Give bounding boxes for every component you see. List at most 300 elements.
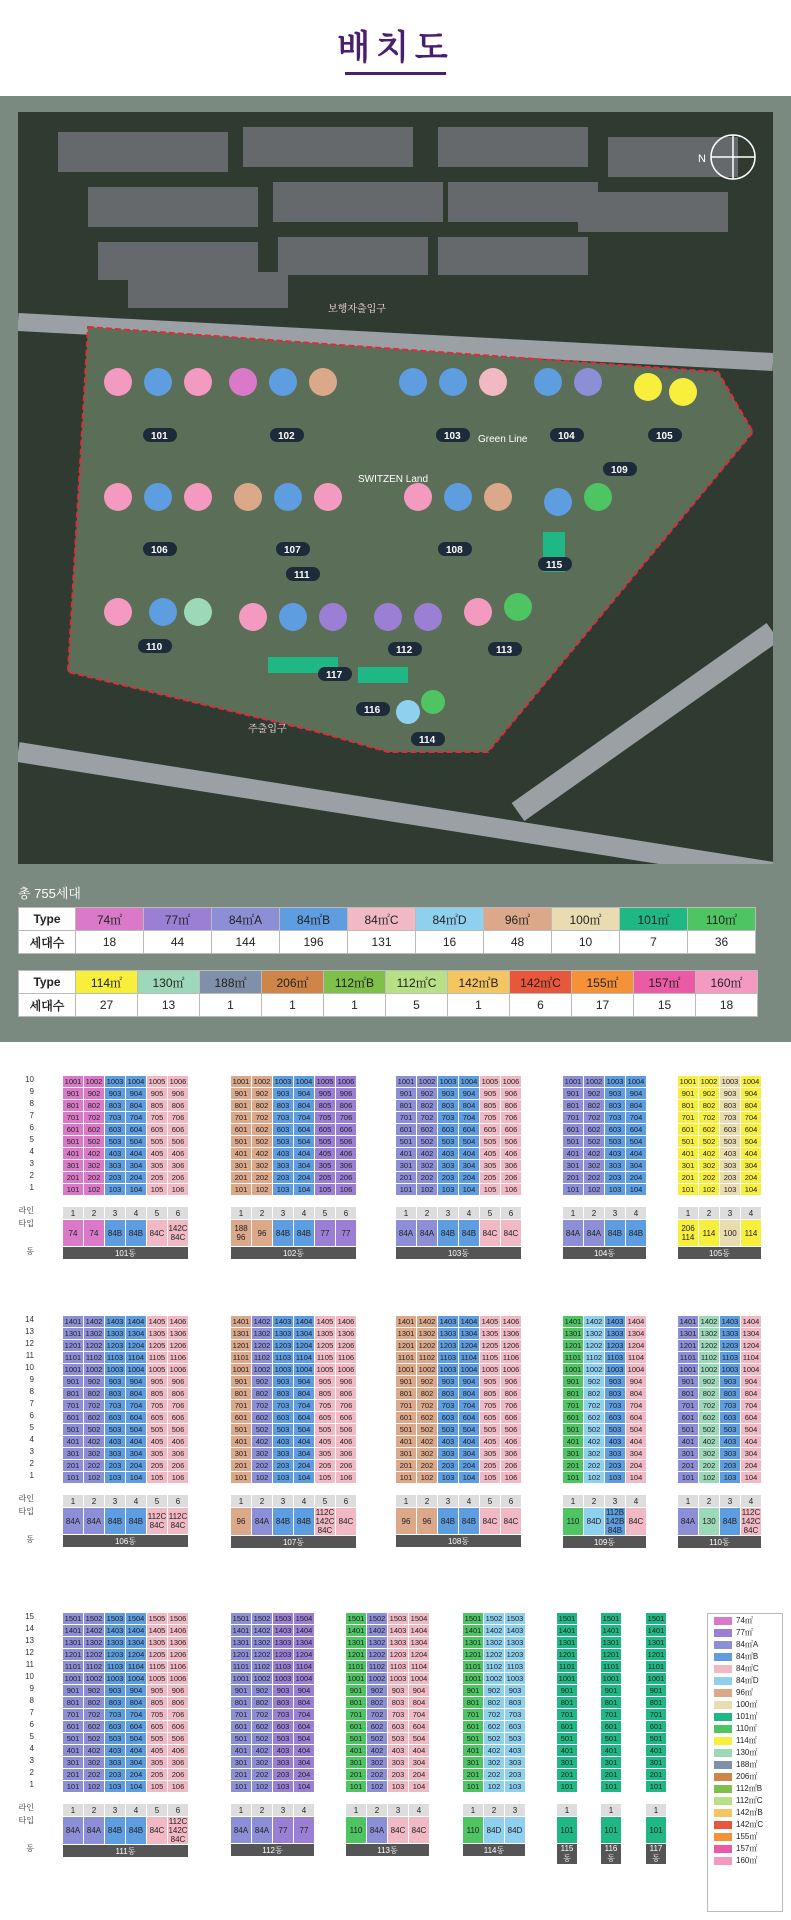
unit-cell: 1501	[63, 1613, 84, 1625]
unit-cell: 303	[438, 1160, 459, 1172]
type-cell: 84A	[678, 1508, 699, 1536]
unit-cell: 705	[480, 1112, 501, 1124]
unit-cell: 603	[720, 1124, 741, 1136]
count-cell: 131	[348, 931, 416, 954]
unit-cell: 101	[231, 1472, 252, 1484]
unit-cell: 1402	[699, 1316, 720, 1328]
unit-cell: 603	[720, 1412, 741, 1424]
unit-cell: 1403	[438, 1316, 459, 1328]
unit-cell: 504	[294, 1733, 315, 1745]
unit-cell: 1304	[126, 1328, 147, 1340]
unit-cell: 1102	[484, 1661, 505, 1673]
legend-swatch	[714, 1737, 732, 1745]
floor-label: 8	[29, 1696, 34, 1705]
building-chart	[62, 1315, 189, 1548]
count-cell: 17	[572, 994, 634, 1017]
unit-cell: 1206	[168, 1649, 189, 1661]
unit-cell: 604	[126, 1721, 147, 1733]
unit-cell: 1001	[63, 1076, 84, 1088]
unit-cell: 905	[315, 1088, 336, 1100]
line-cell: 1	[563, 1207, 584, 1220]
unit-cell: 401	[557, 1745, 578, 1757]
unit-cell: 904	[626, 1088, 647, 1100]
legend-item	[708, 1675, 782, 1686]
unit-cell: 1004	[626, 1076, 647, 1088]
line-cell: 6	[168, 1495, 189, 1508]
unit-cell: 301	[563, 1160, 584, 1172]
unit-cell: 906	[501, 1376, 522, 1388]
unit-cell: 903	[105, 1685, 126, 1697]
unit-cell: 903	[438, 1376, 459, 1388]
unit-cell: 605	[480, 1124, 501, 1136]
svg-text:109: 109	[611, 465, 628, 476]
unit-cell: 601	[231, 1124, 252, 1136]
type-cell: 84C	[147, 1220, 168, 1247]
count-cell: 144	[212, 931, 280, 954]
unit-cell: 901	[563, 1088, 584, 1100]
unit-cell: 1502	[367, 1613, 388, 1625]
building-chart	[600, 1612, 622, 1865]
svg-text:105: 105	[656, 431, 673, 442]
unit-cell: 1004	[741, 1364, 762, 1376]
unit-cell: 603	[273, 1721, 294, 1733]
unit-cell: 606	[168, 1721, 189, 1733]
type-cell: 84A	[584, 1220, 605, 1247]
unit-cell: 701	[63, 1709, 84, 1721]
unit-cell: 1205	[480, 1340, 501, 1352]
unit-cell: 102	[484, 1781, 505, 1793]
unit-cell: 504	[126, 1733, 147, 1745]
unit-cell: 801	[63, 1100, 84, 1112]
unit-cell: 1202	[84, 1340, 105, 1352]
unit-cell: 203	[505, 1769, 526, 1781]
unit-cell: 1202	[484, 1649, 505, 1661]
unit-cell: 1505	[147, 1613, 168, 1625]
unit-cell: 103	[438, 1184, 459, 1196]
unit-cell: 406	[168, 1745, 189, 1757]
count-cell: 13	[138, 994, 200, 1017]
unit-cell: 1306	[168, 1637, 189, 1649]
unit-cell: 1304	[294, 1637, 315, 1649]
type-cell: 101	[646, 1817, 667, 1844]
unit-cell: 603	[505, 1721, 526, 1733]
floor-label: 6	[29, 1411, 34, 1420]
count-cell: 1	[324, 994, 386, 1017]
unit-cell: 303	[273, 1160, 294, 1172]
unit-cell: 401	[63, 1148, 84, 1160]
unit-cell: 801	[231, 1100, 252, 1112]
unit-cell: 602	[484, 1721, 505, 1733]
unit-cell: 602	[84, 1124, 105, 1136]
unit-cell: 701	[231, 1400, 252, 1412]
unit-cell: 1101	[646, 1661, 667, 1673]
type-cell: 77	[336, 1220, 357, 1247]
unit-cell: 601	[557, 1721, 578, 1733]
type-cell: 84B	[105, 1508, 126, 1535]
unit-cell: 104	[626, 1472, 647, 1484]
unit-cell: 601	[563, 1412, 584, 1424]
unit-cell: 601	[646, 1721, 667, 1733]
unit-cell: 704	[294, 1400, 315, 1412]
unit-cell: 1001	[678, 1364, 699, 1376]
unit-cell: 1302	[367, 1637, 388, 1649]
unit-cell: 402	[252, 1745, 273, 1757]
legend-item	[708, 1855, 782, 1866]
unit-cell: 904	[126, 1685, 147, 1697]
unit-cell: 503	[105, 1424, 126, 1436]
legend-swatch	[714, 1641, 732, 1649]
unit-cell: 901	[678, 1088, 699, 1100]
floor-label: 3	[29, 1159, 34, 1168]
unit-cell: 806	[168, 1697, 189, 1709]
line-cell: 1	[557, 1804, 578, 1817]
unit-cell: 801	[678, 1100, 699, 1112]
unit-cell: 1301	[646, 1637, 667, 1649]
unit-cell: 103	[720, 1184, 741, 1196]
type-cell: 77	[273, 1817, 294, 1844]
unit-cell: 1201	[63, 1340, 84, 1352]
floor-label: 9	[29, 1375, 34, 1384]
unit-cell: 202	[252, 1172, 273, 1184]
floor-label: 3	[29, 1756, 34, 1765]
unit-cell: 101	[63, 1781, 84, 1793]
type-cell: 74	[63, 1220, 84, 1247]
unit-cell: 402	[252, 1148, 273, 1160]
unit-cell: 1504	[409, 1613, 430, 1625]
line-cell: 4	[409, 1804, 430, 1817]
unit-cell: 306	[336, 1448, 357, 1460]
unit-cell: 1303	[720, 1328, 741, 1340]
unit-cell: 1301	[463, 1637, 484, 1649]
unit-cell: 702	[417, 1112, 438, 1124]
unit-cell: 503	[438, 1136, 459, 1148]
unit-cell: 804	[294, 1697, 315, 1709]
unit-cell: 1101	[563, 1352, 584, 1364]
unit-cell: 703	[105, 1400, 126, 1412]
legend-label: 155㎡	[736, 1832, 758, 1841]
floor-label: 4	[29, 1744, 34, 1753]
unit-cell: 305	[315, 1448, 336, 1460]
unit-cell: 1104	[741, 1352, 762, 1364]
unit-cell: 303	[438, 1448, 459, 1460]
unit-cell: 204	[294, 1769, 315, 1781]
unit-cell: 502	[84, 1424, 105, 1436]
line-cell: 2	[367, 1804, 388, 1817]
unit-cell: 1001	[346, 1673, 367, 1685]
unit-cell: 701	[678, 1400, 699, 1412]
line-cell: 2	[699, 1207, 720, 1220]
unit-cell: 401	[646, 1745, 667, 1757]
unit-cell: 501	[678, 1424, 699, 1436]
unit-cell: 905	[480, 1088, 501, 1100]
type-cell: 84B	[294, 1508, 315, 1536]
unit-cell: 204	[626, 1172, 647, 1184]
unit-cell: 1302	[252, 1637, 273, 1649]
unit-cell: 601	[396, 1412, 417, 1424]
building-chart	[345, 1612, 430, 1857]
unit-cell: 702	[367, 1709, 388, 1721]
unit-cell: 402	[484, 1745, 505, 1757]
unit-cell: 1203	[388, 1649, 409, 1661]
unit-cell: 305	[147, 1757, 168, 1769]
unit-cell: 1306	[336, 1328, 357, 1340]
floor-label: 9	[29, 1087, 34, 1096]
unit-cell: 702	[699, 1400, 720, 1412]
unit-cell: 704	[741, 1112, 762, 1124]
line-cell: 3	[605, 1207, 626, 1220]
unit-cell: 1304	[459, 1328, 480, 1340]
building-name: 102동	[231, 1247, 357, 1260]
unit-cell: 504	[126, 1136, 147, 1148]
line-cell: 1	[396, 1495, 417, 1508]
line-cell: 1	[63, 1804, 84, 1817]
unit-cell: 901	[63, 1685, 84, 1697]
type-cell: 84B	[126, 1220, 147, 1247]
floor-label: 1	[29, 1471, 34, 1480]
unit-cell: 1405	[147, 1316, 168, 1328]
unit-cell: 305	[480, 1448, 501, 1460]
building-chart	[562, 1075, 647, 1260]
legend-item	[708, 1747, 782, 1758]
building-name: 106동	[63, 1535, 189, 1548]
unit-cell: 502	[252, 1733, 273, 1745]
line-cell: 4	[126, 1207, 147, 1220]
unit-cell: 1004	[626, 1364, 647, 1376]
unit-cell: 902	[699, 1376, 720, 1388]
unit-cell: 103	[505, 1781, 526, 1793]
line-cell: 5	[480, 1495, 501, 1508]
unit-cell: 1302	[699, 1328, 720, 1340]
unit-cell: 805	[147, 1697, 168, 1709]
legend-item	[708, 1615, 782, 1626]
unit-cell: 902	[252, 1685, 273, 1697]
type-legend	[707, 1613, 783, 1912]
unit-cell: 802	[252, 1388, 273, 1400]
unit-cell: 1002	[367, 1673, 388, 1685]
unit-cell: 404	[409, 1745, 430, 1757]
unit-cell: 1001	[463, 1673, 484, 1685]
unit-cell: 1501	[463, 1613, 484, 1625]
unit-cell: 804	[741, 1388, 762, 1400]
type-cell: 101	[557, 1817, 578, 1844]
legend-swatch	[714, 1773, 732, 1781]
unit-cell: 804	[741, 1100, 762, 1112]
unit-cell: 803	[388, 1697, 409, 1709]
unit-cell: 203	[273, 1769, 294, 1781]
unit-cell: 202	[699, 1172, 720, 1184]
unit-cell: 902	[84, 1685, 105, 1697]
unit-cell: 505	[480, 1424, 501, 1436]
type-cell: 84B	[459, 1508, 480, 1535]
unit-cell: 801	[396, 1100, 417, 1112]
unit-cell: 906	[336, 1088, 357, 1100]
unit-cell: 1404	[626, 1316, 647, 1328]
unit-cell: 304	[459, 1160, 480, 1172]
line-cell: 3	[438, 1495, 459, 1508]
unit-cell: 603	[605, 1412, 626, 1424]
unit-cell: 404	[459, 1148, 480, 1160]
unit-cell: 502	[417, 1424, 438, 1436]
unit-cell: 203	[105, 1172, 126, 1184]
unit-cell: 904	[126, 1376, 147, 1388]
legend-item	[708, 1687, 782, 1698]
unit-cell: 301	[678, 1160, 699, 1172]
unit-cell: 101	[346, 1781, 367, 1793]
legend-item	[708, 1783, 782, 1794]
unit-cell: 1002	[252, 1364, 273, 1376]
unit-cell: 603	[438, 1124, 459, 1136]
unit-cell: 705	[315, 1112, 336, 1124]
unit-cell: 704	[459, 1400, 480, 1412]
unit-cell: 506	[168, 1424, 189, 1436]
unit-cell: 702	[252, 1400, 273, 1412]
legend-label: 142㎡C	[736, 1820, 764, 1829]
unit-cell: 503	[605, 1424, 626, 1436]
unit-cell: 103	[605, 1472, 626, 1484]
unit-cell: 402	[417, 1436, 438, 1448]
building-name: 104동	[563, 1247, 647, 1260]
unit-cell: 1101	[396, 1352, 417, 1364]
unit-cell: 101	[646, 1781, 667, 1793]
floor-label: 6	[29, 1720, 34, 1729]
unit-cell: 1003	[105, 1076, 126, 1088]
line-cell: 2	[584, 1495, 605, 1508]
unit-cell: 1001	[63, 1673, 84, 1685]
unit-cell: 701	[63, 1400, 84, 1412]
unit-cell: 204	[126, 1769, 147, 1781]
type-cell: 84A	[252, 1817, 273, 1844]
unit-cell: 302	[252, 1757, 273, 1769]
legend-label: 84㎡A	[736, 1640, 759, 1649]
line-cell: 5	[480, 1207, 501, 1220]
unit-cell: 601	[396, 1124, 417, 1136]
unit-cell: 401	[678, 1148, 699, 1160]
legend-label: 96㎡	[736, 1688, 753, 1697]
count-cell: 16	[416, 931, 484, 954]
unit-cell: 803	[720, 1100, 741, 1112]
unit-cell: 401	[563, 1148, 584, 1160]
unit-cell: 1004	[294, 1076, 315, 1088]
type-cell: 84㎡B	[280, 908, 348, 931]
type-cell: 112C 84C	[168, 1508, 189, 1535]
unit-cell: 806	[501, 1388, 522, 1400]
unit-cell: 902	[584, 1376, 605, 1388]
unit-cell: 401	[396, 1148, 417, 1160]
unit-cell: 301	[557, 1757, 578, 1769]
unit-cell: 1401	[563, 1316, 584, 1328]
line-cell: 5	[315, 1495, 336, 1508]
unit-cell: 104	[126, 1781, 147, 1793]
line-cell: 4	[294, 1207, 315, 1220]
unit-cell: 605	[315, 1412, 336, 1424]
unit-cell: 101	[396, 1472, 417, 1484]
unit-cell: 201	[231, 1769, 252, 1781]
unit-cell: 1003	[105, 1364, 126, 1376]
unit-cell: 706	[168, 1400, 189, 1412]
unit-cell: 902	[699, 1088, 720, 1100]
unit-cell: 604	[741, 1124, 762, 1136]
unit-cell: 205	[147, 1172, 168, 1184]
unit-cell: 1103	[720, 1352, 741, 1364]
unit-cell: 301	[231, 1757, 252, 1769]
floor-label: 10	[25, 1075, 34, 1084]
unit-cell: 403	[438, 1148, 459, 1160]
line-cell: 1	[646, 1804, 667, 1817]
unit-cell: 606	[168, 1124, 189, 1136]
unit-cell: 302	[584, 1448, 605, 1460]
unit-cell: 604	[409, 1721, 430, 1733]
type-cell: 112B 142B 84B	[605, 1508, 625, 1535]
unit-cell: 1401	[346, 1625, 367, 1637]
unit-cell: 602	[84, 1412, 105, 1424]
unit-cell: 505	[147, 1136, 168, 1148]
unit-cell: 503	[273, 1733, 294, 1745]
unit-cell: 106	[168, 1184, 189, 1196]
unit-cell: 1002	[417, 1364, 438, 1376]
unit-cell: 1201	[678, 1340, 699, 1352]
unit-cell: 703	[388, 1709, 409, 1721]
unit-cell: 106	[501, 1472, 522, 1484]
unit-cell: 503	[438, 1424, 459, 1436]
unit-cell: 1101	[601, 1661, 622, 1673]
unit-cell: 1403	[505, 1625, 526, 1637]
label-pedestrian-entrance: 보행자출입구	[328, 304, 386, 315]
unit-cell: 502	[584, 1424, 605, 1436]
unit-cell: 704	[126, 1400, 147, 1412]
unit-cell: 1003	[273, 1673, 294, 1685]
unit-cell: 1104	[626, 1352, 647, 1364]
unit-cell: 104	[294, 1781, 315, 1793]
unit-cell: 901	[231, 1088, 252, 1100]
unit-cell: 1203	[720, 1340, 741, 1352]
unit-cell: 803	[273, 1100, 294, 1112]
type-cell: 206㎡	[262, 971, 324, 994]
unit-cell: 405	[480, 1148, 501, 1160]
unit-cell: 1202	[367, 1649, 388, 1661]
unit-cell: 403	[720, 1148, 741, 1160]
unit-cell: 201	[463, 1769, 484, 1781]
unit-cell: 1003	[438, 1364, 459, 1376]
unit-cell: 1502	[252, 1613, 273, 1625]
unit-cell: 1306	[501, 1328, 522, 1340]
unit-cell: 101	[63, 1184, 84, 1196]
row-label-line: 라인	[18, 1803, 34, 1812]
line-cell: 4	[741, 1207, 762, 1220]
unit-cell: 603	[273, 1412, 294, 1424]
svg-text:N: N	[698, 153, 706, 165]
unit-cell: 1404	[294, 1316, 315, 1328]
unit-cell: 1303	[438, 1328, 459, 1340]
unit-cell: 1204	[294, 1649, 315, 1661]
unit-cell: 1102	[252, 1352, 273, 1364]
unit-cell: 904	[741, 1376, 762, 1388]
unit-cell: 1302	[584, 1328, 605, 1340]
unit-cell: 404	[294, 1148, 315, 1160]
unit-cell: 201	[646, 1769, 667, 1781]
unit-cell: 904	[409, 1685, 430, 1697]
unit-cell: 906	[168, 1685, 189, 1697]
unit-cell: 803	[105, 1697, 126, 1709]
unit-cell: 1002	[584, 1364, 605, 1376]
unit-cell: 1205	[147, 1340, 168, 1352]
type-cell: 110	[346, 1817, 367, 1844]
unit-cell: 1101	[346, 1661, 367, 1673]
unit-cell: 803	[505, 1697, 526, 1709]
line-cell: 3	[105, 1207, 126, 1220]
unit-cell: 1301	[563, 1328, 584, 1340]
unit-cell: 1103	[438, 1352, 459, 1364]
unit-cell: 104	[459, 1472, 480, 1484]
